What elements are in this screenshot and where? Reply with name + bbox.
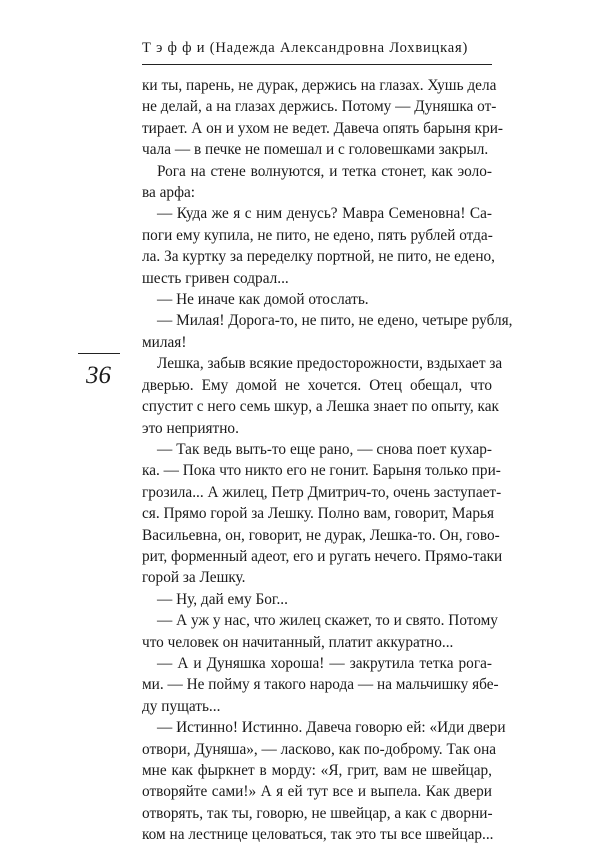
text-line: — А уж у нас, что жилец скажет, то и свято. Потому xyxy=(157,612,498,630)
text-line: — Ну, дай ему Бог... xyxy=(157,590,288,608)
text-line: тирает. А он и ухом не ведет. Давеча опять барыня кри- xyxy=(142,119,504,137)
text-line: отвори, Дуняша», — ласково, как по-доброму. Так она xyxy=(142,740,497,758)
text-line: ла. За куртку за переделку портной, не пито, не едено, xyxy=(142,248,496,266)
paragraph xyxy=(142,75,504,161)
text-line: — Истинно! Истинно. Давеча говорю ей: «Иди двери xyxy=(157,719,506,737)
page-number-rule xyxy=(78,353,120,354)
text-line: это неприятно. xyxy=(142,419,239,437)
text-line: отворять, так ты, говорю, не швейцар, а как с дворни- xyxy=(142,804,493,822)
header-rule xyxy=(142,64,492,65)
running-head: Т э ф ф и (Надежда Александровна Лохвицкая) xyxy=(142,40,469,56)
paragraph xyxy=(142,289,492,310)
text-line: Лешка, забыв всякие предосторожности, вздыхает за xyxy=(157,355,503,373)
paragraph xyxy=(142,717,506,845)
text-line: чала — в печке не помешал и с головешками закрыл. xyxy=(142,141,489,159)
text-line: Васильевна, он, говорит, не дурак, Лешка-то. Он, гово- xyxy=(142,526,500,544)
text-line: спустит с него семь шкур, а Лешка знает по опыту, как xyxy=(142,398,499,416)
text-line: дверью. Ему домой не хочется. Отец обещал, что xyxy=(142,376,492,394)
text-line: мне как фыркнет в морду: «Я, грит, вам не швейцар, xyxy=(142,762,492,779)
text-line: — Куда же я с ним денусь? Мавра Семеновна! Са- xyxy=(157,205,492,223)
text-line: ва арфа: xyxy=(142,184,196,202)
text-line: ду пущать... xyxy=(142,697,221,715)
text-line: — А и Дуняшка хороша! — закрутила тетка рога- xyxy=(157,654,492,672)
paragraph xyxy=(142,203,496,289)
text-line: ми. — Не пойму я такого народа — на мальчишку ябе- xyxy=(142,676,499,694)
text-line: — Так ведь выть-то еще рано, — снова поет кухар- xyxy=(157,440,492,458)
paragraph xyxy=(142,610,498,653)
paragraph xyxy=(142,439,503,589)
text-line: отворяйте сами!» А я ей тут все и выпела. Как двери xyxy=(142,783,492,801)
text-line: рит, форменный адеот, его и ругать нечего. Прямо-таки xyxy=(142,547,503,565)
text-line: горой за Лешку. xyxy=(142,569,246,587)
text-line: не делай, а на глазах держись. Потому — Дуняшка от- xyxy=(142,98,497,116)
text-line: что человек он начитанный, платит аккуратно... xyxy=(142,633,454,651)
paragraph xyxy=(142,310,513,353)
paragraph xyxy=(142,161,492,204)
text-line: — Не иначе как домой отослать. xyxy=(157,291,369,309)
text-line: ся. Прямо горой за Лешку. Полно вам, говорит, Марья xyxy=(142,505,494,523)
text-line: Рога на стене волнуются, и тетка стонет, как эоло- xyxy=(157,162,492,180)
text-line: ки ты, парень, не дурак, держись на глазах. Хушь дела xyxy=(142,77,497,94)
text-line: поги ему купила, не пито, не едено, пять рублей отда- xyxy=(142,226,493,244)
text-line: ком на лестнице целоваться, так это ты все швейцар... xyxy=(142,826,494,844)
body-text xyxy=(142,75,513,846)
text-line: шесть гривен содрал... xyxy=(142,269,289,287)
paragraph xyxy=(142,653,499,717)
paragraph xyxy=(142,589,492,610)
text-line: ка. — Пока что никто его не гонит. Барыня только при- xyxy=(142,462,501,480)
text-line: милая! xyxy=(142,333,187,351)
text-line: — Милая! Дорога-то, не пито, не едено, четыре рубля, xyxy=(157,312,513,330)
page-number: 36 xyxy=(86,362,111,389)
text-line: грозила... А жилец, Петр Дмитрич-то, очень заступает- xyxy=(142,483,502,501)
paragraph xyxy=(142,353,503,439)
